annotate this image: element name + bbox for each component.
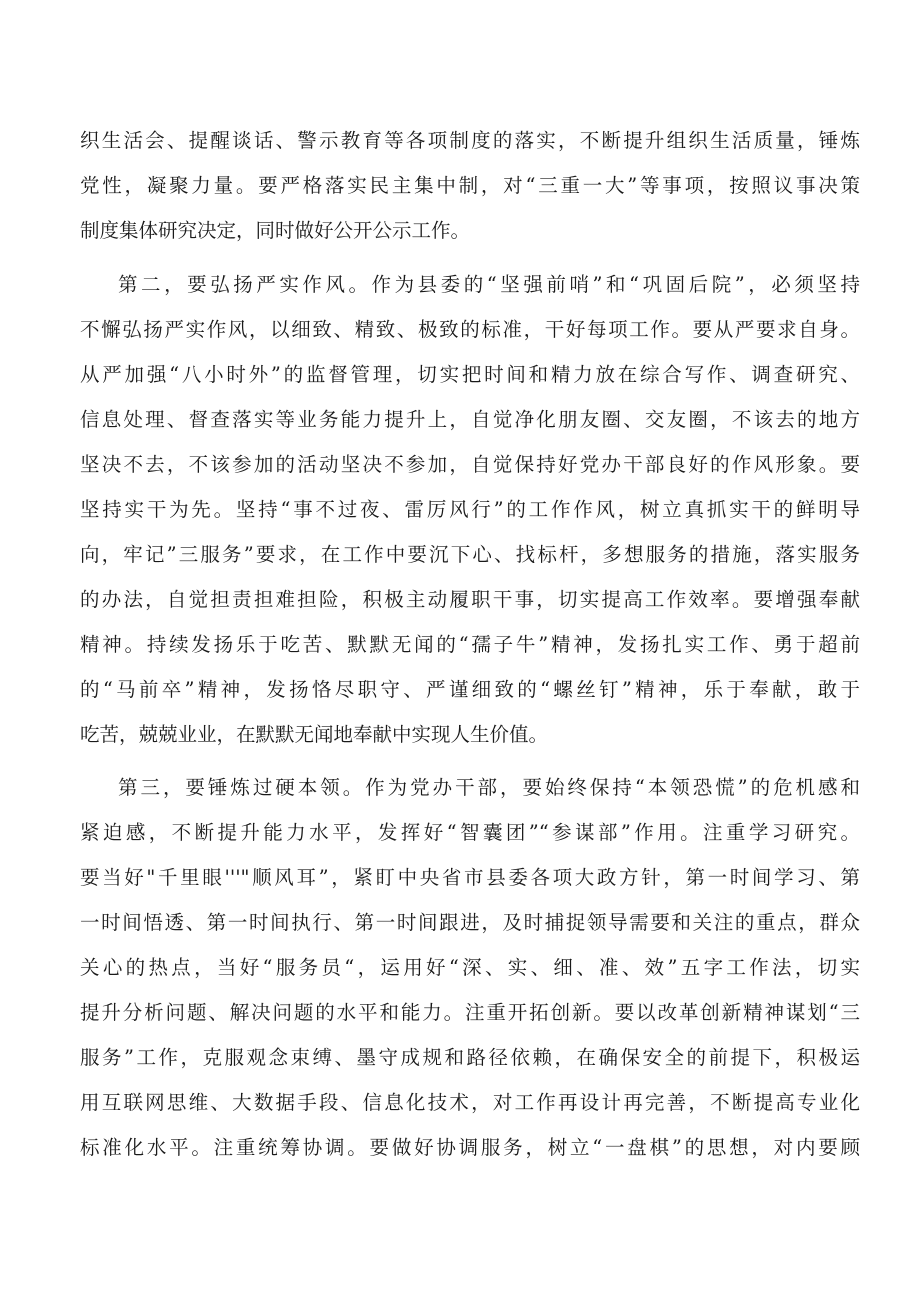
- paragraph-3-line-6: 提升分析问题、解决问题的水平和能力。注重开拓创新。要以改革创新精神谋划“三: [80, 1001, 860, 1024]
- paragraph-3-line-4: 一时间悟透、第一时间执行、第一时间跟进，及时捕捉领导需要和关注的重点，群众: [80, 911, 860, 934]
- paragraph-3-line-9: 标准化水平。注重统筹协调。要做好协调服务，树立“一盘棋”的思想，对内要顾: [80, 1136, 860, 1159]
- paragraph-2-line-4: 信息处理、督查落实等业务能力提升上，自觉净化朋友圈、交友圈，不该去的地方: [80, 408, 860, 431]
- paragraph-2-line-2: 不懈弘扬严实作风，以细致、精致、极致的标准，干好每项工作。要从严要求自身。: [80, 318, 860, 341]
- paragraph-1-line-2: 党性，凝聚力量。要严格落实民主集中制，对“三重一大”等事项，按照议事决策: [80, 174, 860, 197]
- paragraph-2-line-5: 坚决不去，不该参加的活动坚决不参加，自觉保持好党办干部良好的作风形象。要: [80, 453, 860, 476]
- paragraph-3-line-2: 紧迫感，不断提升能力水平，发挥好“智囊团”“参谋部”作用。注重学习研究。: [80, 821, 860, 844]
- paragraph-2-line-9: 精神。持续发扬乐于吃苦、默默无闻的“孺子牛”精神，发扬扎实工作、勇于超前: [80, 633, 860, 656]
- paragraph-2-line-1: 第二，要弘扬严实作风。作为县委的“坚强前哨”和“巩固后院”，必须坚持: [118, 273, 860, 296]
- paragraph-1-line-1: 织生活会、提醒谈话、警示教育等各项制度的落实，不断提升组织生活质量，锤炼: [80, 129, 860, 152]
- paragraph-2-line-11: 吃苦，兢兢业业，在默默无闻地奉献中实现人生价值。: [80, 723, 549, 746]
- paragraph-2-line-6: 坚持实干为先。坚持“事不过夜、雷厉风行”的工作作风，树立真抓实干的鲜明导: [80, 498, 860, 521]
- paragraph-2-line-3: 从严加强“八小时外”的监督管理，切实把时间和精力放在综合写作、调查研究、: [80, 363, 860, 386]
- paragraph-1-line-3: 制度集体研究决定，同时做好公开公示工作。: [80, 219, 471, 242]
- paragraph-2-line-8: 的办法，自觉担责担难担险，积极主动履职干事，切实提高工作效率。要增强奉献: [80, 588, 860, 611]
- paragraph-2-line-10: 的“马前卒”精神，发扬恪尽职守、严谨细致的“螺丝钉”精神，乐于奉献，敢于: [80, 678, 860, 701]
- paragraph-2-line-7: 向，牢记”三服务”要求，在工作中要沉下心、找标杆，多想服务的措施，落实服务: [80, 543, 860, 566]
- paragraph-3-line-8: 用互联网思维、大数据手段、信息化技术，对工作再设计再完善，不断提高专业化: [80, 1091, 860, 1114]
- paragraph-3-line-1: 第三，要锤炼过硬本领。作为党办干部，要始终保持“本领恐慌”的危机感和: [118, 776, 860, 799]
- paragraph-3-line-3: 要当好"千里眼'''"顺风耳”，紧盯中央省市县委各项大政方针，第一时间学习、第: [80, 866, 860, 889]
- paragraph-3-line-5: 关心的热点，当好“服务员“，运用好“深、实、细、准、效”五字工作法，切实: [80, 956, 860, 979]
- paragraph-3-line-7: 服务”工作，克服观念束缚、墨守成规和路径依赖，在确保安全的前提下，积极运: [80, 1046, 860, 1069]
